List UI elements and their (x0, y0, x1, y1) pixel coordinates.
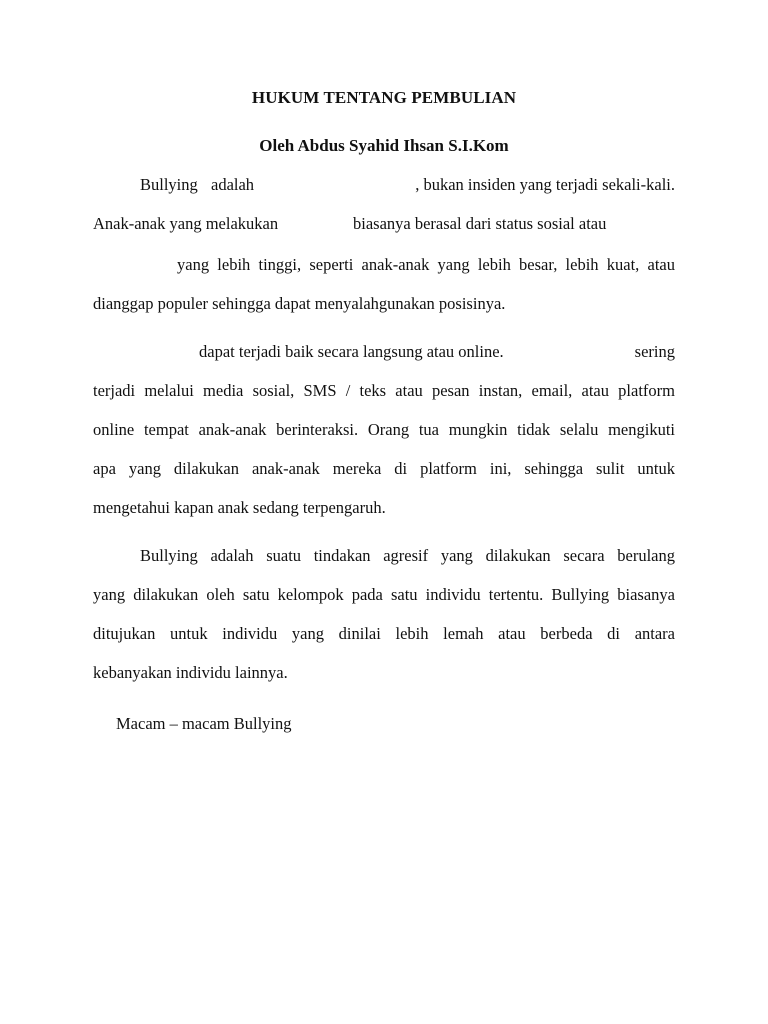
paragraph-1-line-2-end: biasanya berasal dari status sosial atau (353, 214, 607, 233)
paragraph-3-line-2 (93, 582, 675, 608)
paragraph-1-word-bullying: Bullying (140, 175, 198, 194)
document-author: Oleh Abdus Syahid Ihsan S.I.Kom (259, 136, 509, 155)
paragraph-3-line-2-text: yang dilakukan oleh satu kelompok pada satu individu tertentu. Bullying biasanya (93, 585, 675, 604)
paragraph-2-line-1-start: dapat terjadi baik secara langsung atau online. (199, 342, 504, 361)
paragraph-2-line-2 (93, 378, 675, 404)
paragraph-2-line-1 (93, 339, 675, 365)
paragraph-1-line-2 (93, 211, 675, 237)
paragraph-2-line-5 (93, 495, 675, 521)
paragraph-3-line-4-text: kebanyakan individu lainnya. (93, 663, 288, 682)
paragraph-1-line-1 (93, 172, 675, 198)
paragraph-1-line-4-text: dianggap populer sehingga dapat menyalahgunakan posisinya. (93, 294, 506, 313)
paragraph-3-line-3 (93, 621, 675, 647)
paragraph-1-line-1-end: , bukan insiden yang terjadi sekali-kali. (415, 175, 675, 194)
paragraph-1-line-3 (93, 252, 675, 278)
paragraph-3-line-4 (93, 660, 675, 686)
paragraph-3-line-1-text: Bullying adalah suatu tindakan agresif yang dilakukan secara berulang (140, 546, 675, 565)
paragraph-1-line-2-start: Anak-anak yang melakukan (93, 214, 279, 233)
paragraph-2-line-4-text: apa yang dilakukan anak-anak mereka di platform ini, sehingga sulit untuk (93, 459, 675, 478)
paragraph-2-line-5-text: mengetahui kapan anak sedang terpengaruh. (93, 498, 386, 517)
paragraph-1-word-adalah: adalah (211, 175, 255, 194)
paragraph-2-line-2-text: terjadi melalui media sosial, SMS / teks atau pesan instan, email, atau platform (93, 381, 675, 400)
paragraph-2-line-3 (93, 417, 675, 443)
document-title: HUKUM TENTANG PEMBULIAN (251, 88, 517, 107)
section-heading: Macam – macam Bullying (116, 714, 292, 733)
paragraph-1-line-3-text: yang lebih tinggi, seperti anak-anak yang lebih besar, lebih kuat, atau (177, 255, 675, 274)
paragraph-2-line-4 (93, 456, 675, 482)
paragraph-2-line-1-end: sering (634, 342, 675, 361)
paragraph-2-line-3-text: online tempat anak-anak berinteraksi. Orang tua mungkin tidak selalu mengikuti (93, 420, 675, 439)
paragraph-3-line-1 (93, 543, 675, 569)
paragraph-3-line-3-text: ditujukan untuk individu yang dinilai lebih lemah atau berbeda di antara (93, 624, 675, 643)
paragraph-1-line-4 (93, 291, 675, 317)
